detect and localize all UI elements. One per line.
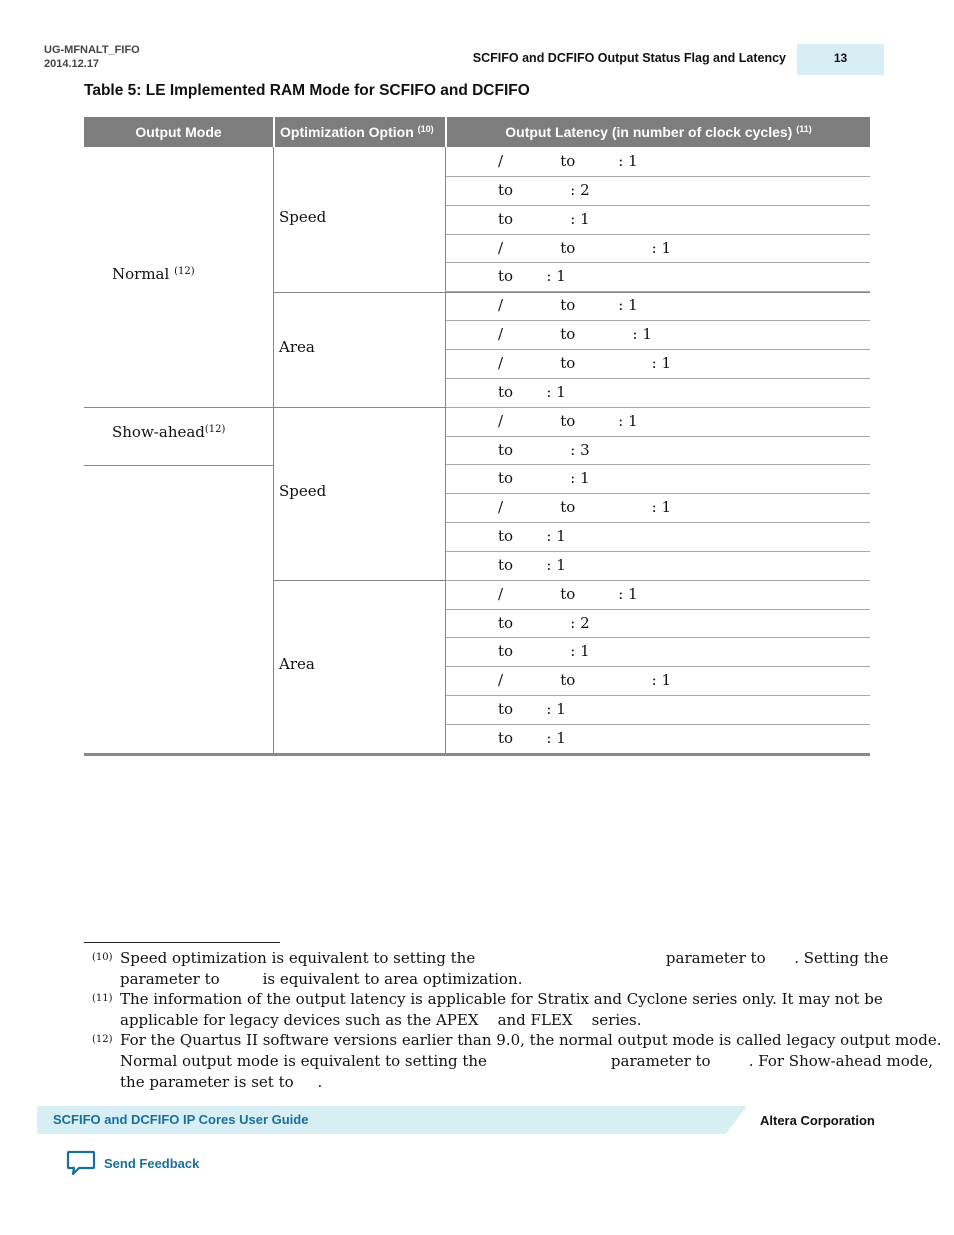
latency-row-divider	[446, 580, 870, 581]
option-speed: Speed	[279, 482, 327, 500]
latency-cell: / to : 1	[498, 411, 638, 430]
latency-row-divider	[446, 349, 870, 350]
header-optimization: Optimization Option $^{(10)}$	[275, 117, 445, 147]
latency-cell: / to : 1	[498, 498, 671, 517]
option-speed: Speed	[279, 208, 327, 226]
latency-row-divider	[446, 176, 870, 177]
corporation-name: Altera Corporation	[760, 1113, 875, 1128]
latency-row-divider	[446, 205, 870, 206]
latency-row-divider	[446, 609, 870, 610]
latency-cell: to : 1	[498, 209, 590, 228]
latency-cell: / to : 1	[498, 325, 652, 344]
footnote-ref: (12)	[174, 266, 195, 277]
footnote-line: the parameter is set to .	[120, 1073, 323, 1091]
latency-cell: to : 1	[498, 267, 566, 286]
latency-row-divider	[446, 378, 870, 379]
latency-cell: to : 2	[498, 180, 590, 199]
latency-row-divider	[446, 493, 870, 494]
latency-cell: to : 2	[498, 613, 590, 632]
latency-cell: to : 3	[498, 440, 590, 459]
mode-normal: Normal $^{(12)}$	[112, 265, 195, 283]
latency-row-divider	[446, 291, 870, 292]
footnote-10	[92, 948, 889, 990]
header-latency: Output Latency (in number of clock cycles) $^{(11)}$	[447, 117, 870, 147]
footnote-mark: (12)	[92, 1034, 113, 1045]
doc-code: UG-MFNALT_FIFO	[44, 44, 140, 56]
latency-cell: / to : 1	[498, 671, 671, 690]
latency-cell: to : 1	[498, 642, 590, 661]
latency-row-divider	[446, 522, 870, 523]
latency-row-divider	[446, 637, 870, 638]
latency-row-divider	[446, 262, 870, 263]
footnote-12	[92, 1030, 942, 1093]
column-divider	[273, 147, 274, 753]
footnote-line: The information of the output latency is applicable for Stratix and Cyclone series only. It may not be	[120, 990, 883, 1008]
footnote-line: For the Quartus II software versions earlier than 9.0, the normal output mode is called legacy output mode.	[120, 1031, 942, 1049]
footnote-line: Normal output mode is equivalent to setting the parameter to . For Show-ahead mode,	[120, 1052, 933, 1070]
latency-cell: / to : 1	[498, 353, 671, 372]
footnote-11	[92, 989, 883, 1031]
latency-cell: to : 1	[498, 527, 566, 546]
column-divider	[445, 147, 446, 753]
latency-cell: to : 1	[498, 469, 590, 488]
table-bottom-rule	[84, 753, 870, 756]
section-title: SCFIFO and DCFIFO Output Status Flag and Latency	[472, 51, 786, 65]
latency-row-divider	[446, 234, 870, 235]
latency-cell: to : 1	[498, 382, 566, 401]
latency-cell: to : 1	[498, 729, 566, 747]
user-guide-link[interactable]: SCFIFO and DCFIFO IP Cores User Guide	[53, 1112, 309, 1127]
row-divider	[84, 465, 273, 466]
footnote-line: applicable for legacy devices such as the APEX and FLEX series.	[120, 1011, 642, 1029]
footnote-line: Speed optimization is equivalent to setting the parameter to . Setting the	[120, 949, 889, 967]
latency-row-divider	[446, 551, 870, 552]
footnote-rule	[84, 942, 280, 943]
latency-row-divider	[446, 695, 870, 696]
footnote-ref: (11)	[796, 124, 812, 134]
latency-cell: / to : 1	[498, 296, 638, 315]
option-area: Area	[279, 655, 315, 673]
page-number-box	[797, 44, 884, 75]
footnote-mark: (11)	[92, 993, 113, 1004]
table-caption: Table 5: LE Implemented RAM Mode for SCFIFO and DCFIFO	[84, 82, 530, 99]
latency-cell: to : 1	[498, 555, 566, 574]
latency-cell: / to : 1	[498, 584, 638, 603]
footnote-line: parameter to is equivalent to area optimization.	[120, 970, 523, 988]
latency-row-divider	[446, 724, 870, 725]
send-feedback-link[interactable]	[66, 1150, 199, 1176]
chat-bubble-icon	[66, 1150, 96, 1176]
latency-row-divider	[446, 436, 870, 437]
latency-cell: to : 1	[498, 700, 566, 719]
footnote-ref: (12)	[204, 424, 226, 435]
latency-row-divider	[446, 666, 870, 667]
option-area: Area	[279, 338, 315, 356]
header-output-mode: Output Mode	[84, 117, 273, 147]
latency-cell: / to : 1	[498, 152, 638, 170]
latency-row-divider	[446, 320, 870, 321]
footnote-ref: (10)	[417, 124, 434, 134]
document-id	[44, 43, 140, 71]
mode-show-ahead: Show-ahead$^{(12)}$	[112, 423, 226, 441]
latency-table	[84, 117, 870, 757]
page-number: 13	[833, 51, 848, 65]
footnote-mark: (10)	[92, 952, 113, 963]
latency-row-divider	[446, 407, 870, 408]
send-feedback-label: Send Feedback	[104, 1155, 200, 1171]
latency-row-divider	[446, 464, 870, 465]
latency-cell: / to : 1	[498, 238, 671, 257]
doc-date: 2014.12.17	[44, 58, 100, 70]
